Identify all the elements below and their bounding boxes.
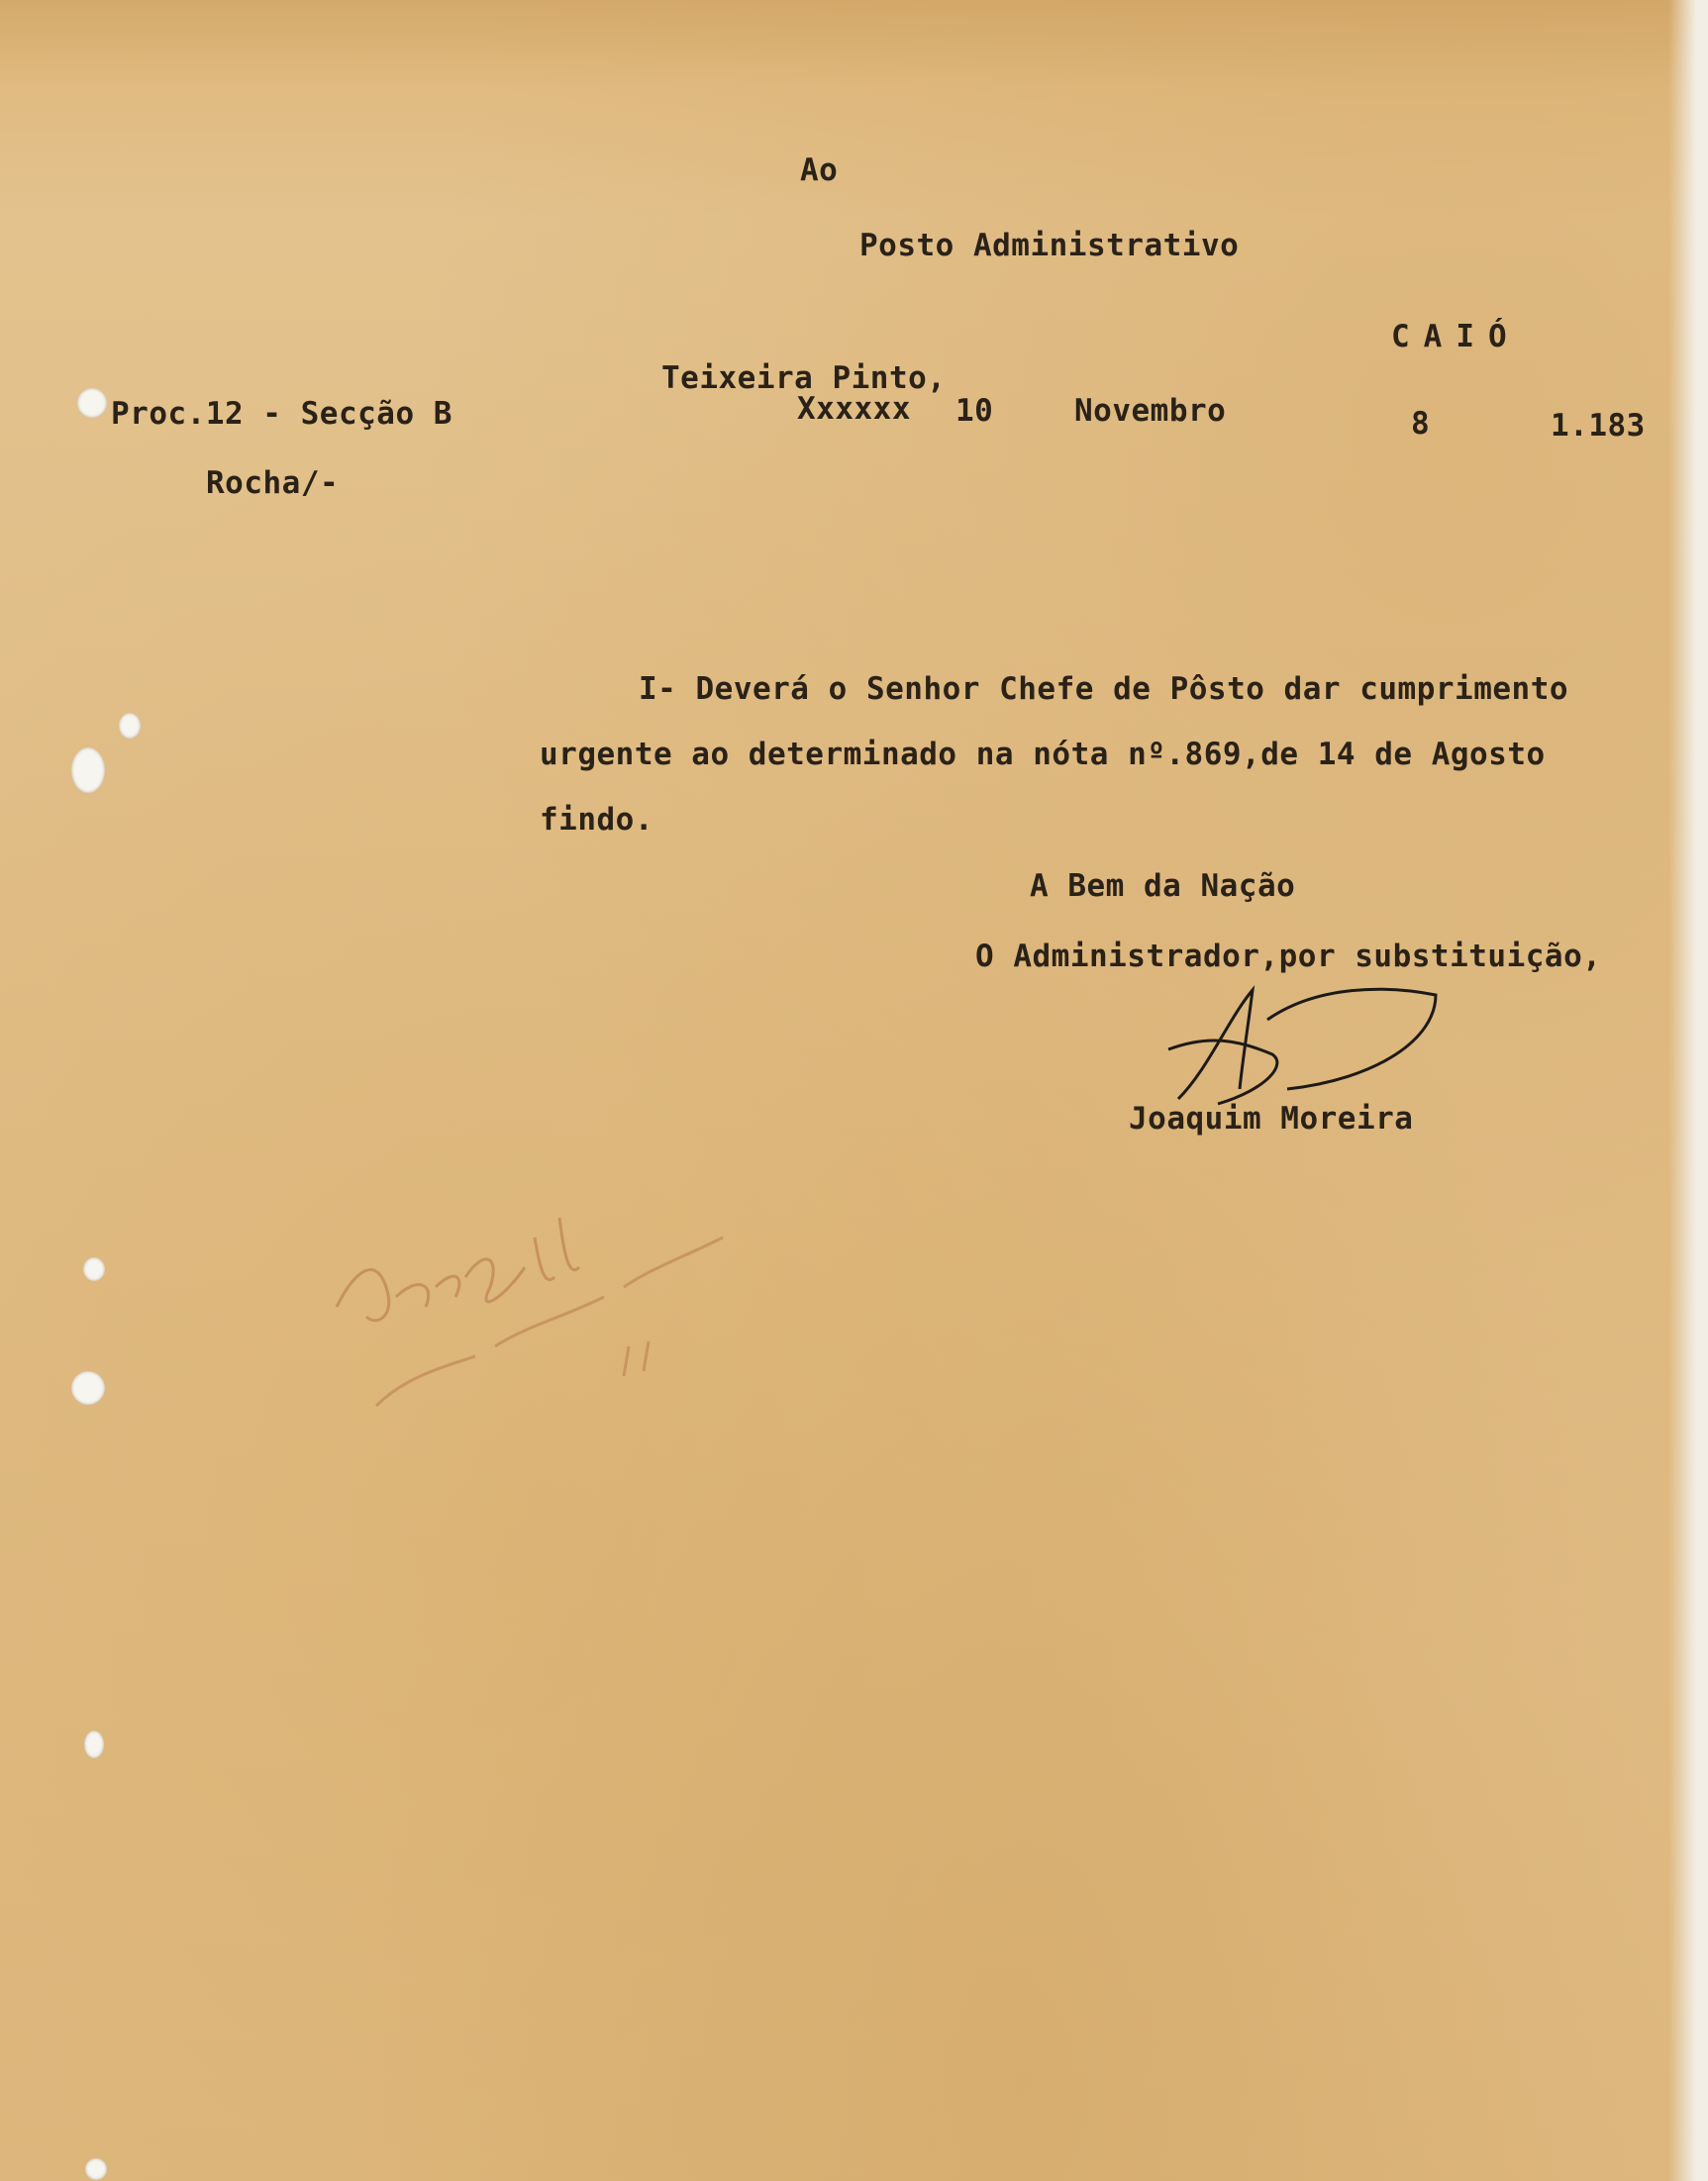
page-edge <box>1668 0 1708 2181</box>
body-line-3: findo. <box>540 802 653 838</box>
note-number: 1.183 <box>1551 408 1646 444</box>
addressee: Posto Administrativo <box>859 228 1240 263</box>
punch-hole <box>71 1371 105 1405</box>
struck-out-word: Xxxxxx <box>797 391 911 427</box>
punch-hole <box>84 1731 104 1758</box>
pencil-annotation <box>327 1178 753 1436</box>
punch-hole <box>71 747 105 793</box>
addressee-prefix: Ao <box>800 152 839 188</box>
handwritten-signature <box>1149 980 1465 1119</box>
body-line-2: urgente ao determinado na nóta nº.869,de 14 de Agosto <box>540 737 1546 772</box>
punch-hole <box>77 388 107 418</box>
clerk-initials: Rocha/- <box>206 465 340 501</box>
signatory-name: Joaquim Moreira <box>1129 1101 1414 1137</box>
closing-salutation: A Bem da Nação <box>1030 868 1296 904</box>
body-line-1: I- Deverá o Senhor Chefe de Pôsto dar cumprimento <box>639 671 1569 707</box>
punch-hole <box>85 2158 107 2180</box>
signatory-title: O Administrador,por substituição, <box>975 939 1602 974</box>
process-reference: Proc.12 - Secção B <box>111 396 452 432</box>
punch-hole <box>83 1257 105 1281</box>
destination-place: CAIÓ <box>1391 319 1521 354</box>
date-year-digit: 8 <box>1411 406 1431 442</box>
date-month: Novembro <box>1074 393 1227 429</box>
punch-hole <box>119 713 141 739</box>
date-day: 10 <box>955 393 994 429</box>
origin-place: Teixeira Pinto, <box>661 360 947 396</box>
